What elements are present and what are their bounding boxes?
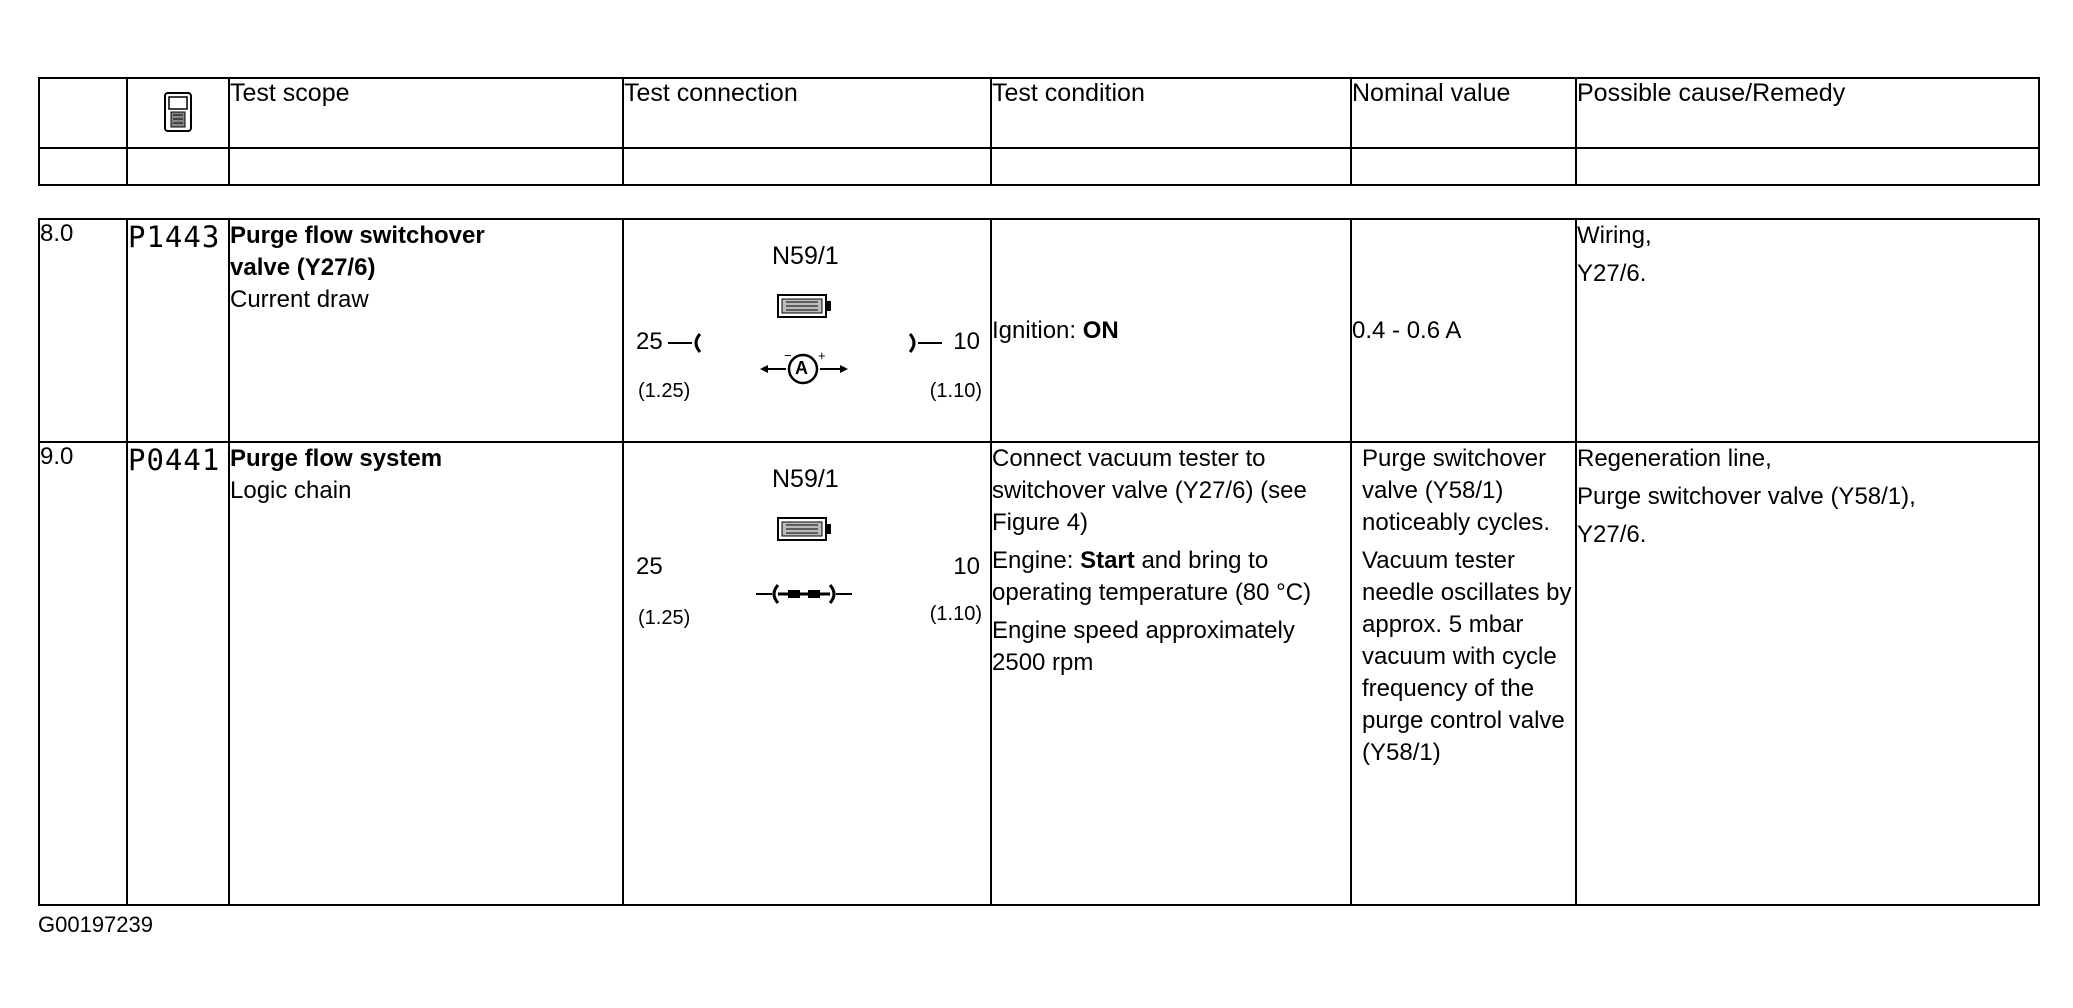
condition-value: Start (1080, 547, 1135, 574)
step-number: 9.0 (39, 442, 127, 905)
probe-right-icon (904, 330, 944, 356)
pin-left-sub: (1.25) (638, 607, 691, 629)
figure-id: G00197239 (38, 912, 153, 937)
remedy-line: Y27/6. (1577, 521, 1647, 548)
header-possible-cause: Possible cause/Remedy (1576, 78, 2039, 148)
pin-right-sub: (1.10) (929, 380, 982, 402)
header-test-condition: Test condition (991, 78, 1351, 148)
condition-paragraph: Connect vacuum tester to switchover valve (Y27/6) (see Figure 4) (992, 445, 1307, 536)
nominal-value: 0.4 - 0.6 A (1351, 219, 1576, 442)
step-number: 8.0 (39, 219, 127, 442)
table-row (39, 219, 2039, 442)
probe-left-icon (666, 330, 706, 356)
header-icon-cell (127, 78, 229, 148)
test-table (38, 218, 2040, 906)
fault-code: P0441 (127, 442, 229, 905)
meter-label: A (795, 358, 808, 378)
condition-paragraph: Engine speed approximately 2500 rpm (992, 617, 1295, 676)
possible-cause (1576, 442, 2039, 905)
fault-code: P1443 (127, 219, 229, 442)
connector-icon (774, 292, 834, 322)
table-row (39, 442, 2039, 905)
connector-icon (774, 515, 834, 545)
scope-subtitle: Logic chain (230, 477, 352, 504)
condition-paragraph (992, 545, 1346, 609)
pin-right: 10 (953, 328, 980, 355)
header-test-connection: Test connection (623, 78, 991, 148)
component-label: N59/1 (772, 465, 839, 493)
svg-text:+: + (818, 348, 826, 363)
test-condition (991, 442, 1351, 905)
nominal-paragraph: Purge switchover valve (Y58/1) noticeably cycles. (1362, 445, 1551, 536)
nominal-value (1351, 442, 1576, 905)
tester-icon (163, 91, 193, 133)
test-connection (623, 442, 991, 905)
pin-left-sub: (1.25) (638, 380, 691, 402)
test-scope (229, 219, 623, 442)
possible-cause (1576, 219, 2039, 442)
remedy-line: Purge switchover valve (Y58/1), (1577, 483, 1916, 510)
jumper-cable-icon (754, 579, 854, 609)
svg-text:−: − (784, 348, 792, 363)
scope-title: Purge flow system (230, 445, 443, 472)
nominal-paragraph: Vacuum tester needle oscillates by approx. 5 mbar vacuum with cycle frequency of the purge control valve (Y58/1) (1362, 547, 1572, 766)
test-connection (623, 219, 991, 442)
scope-subtitle: Current draw (230, 286, 369, 313)
pin-left: 25 (636, 553, 663, 580)
scope-title-cont: valve (Y27/6) (230, 254, 376, 281)
header-test-scope: Test scope (229, 78, 623, 148)
condition-value: ON (1082, 316, 1119, 344)
pin-right-sub: (1.10) (929, 603, 982, 625)
condition-label: Engine: (992, 547, 1074, 574)
pin-right: 10 (953, 553, 980, 580)
condition-rest: and bring to operating temperature (80 °C) (992, 547, 1312, 606)
scope-title: Purge flow switchover (230, 222, 485, 249)
remedy-line: Wiring, (1577, 222, 1652, 249)
test-scope (229, 442, 623, 905)
test-condition (991, 219, 1351, 442)
remedy-line: Y27/6. (1577, 260, 1647, 287)
condition-label: Ignition: (992, 316, 1077, 344)
component-label: N59/1 (772, 242, 839, 270)
header-nominal-value: Nominal value (1351, 78, 1576, 148)
remedy-line: Regeneration line, (1577, 445, 1772, 472)
header-number-cell (39, 78, 127, 148)
header-table (38, 77, 2040, 186)
pin-left: 25 (636, 328, 663, 355)
